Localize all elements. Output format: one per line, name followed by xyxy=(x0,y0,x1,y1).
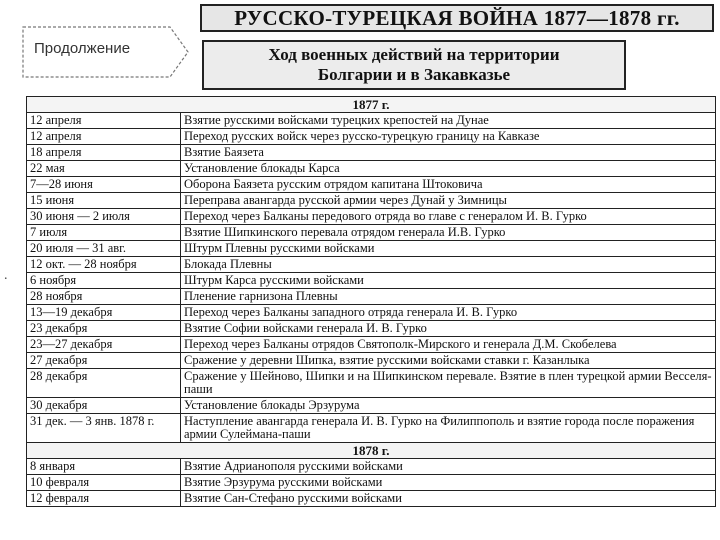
table-row xyxy=(27,398,716,414)
date-cell: 8 января xyxy=(27,459,181,475)
date-cell: 12 апреля xyxy=(27,113,181,129)
date-cell: 30 июня — 2 июля xyxy=(27,209,181,225)
date-cell: 23 декабря xyxy=(27,321,181,337)
table-row xyxy=(27,337,716,353)
event-cell: Взятие Софии войсками генерала И. В. Гурко xyxy=(181,321,716,337)
date-cell: 7 июля xyxy=(27,225,181,241)
table-row xyxy=(27,145,716,161)
table-row xyxy=(27,209,716,225)
event-cell: Блокада Плевны xyxy=(181,257,716,273)
subtitle-line-2: Болгарии и в Закавказье xyxy=(317,65,511,84)
table-row xyxy=(27,129,716,145)
events-table xyxy=(26,96,716,507)
event-cell: Наступление авангарда генерала И. В. Гурко на Филиппополь и взятие города после поражения армии Сулеймана-паши xyxy=(181,414,716,443)
table-row xyxy=(27,177,716,193)
date-cell: 18 апреля xyxy=(27,145,181,161)
event-cell: Сражение у Шейново, Шипки и на Шипкинском перевале. Взятие в плен турецкой армии Весселя-паши xyxy=(181,369,716,398)
event-cell: Переправа авангарда русской армии через Дунай у Зимницы xyxy=(181,193,716,209)
table-row xyxy=(27,305,716,321)
date-cell: 6 ноября xyxy=(27,273,181,289)
table-row xyxy=(27,475,716,491)
table-row xyxy=(27,459,716,475)
event-cell: Взятие Сан-Стефано русскими войсками xyxy=(181,491,716,507)
date-cell: 10 февраля xyxy=(27,475,181,491)
table-row xyxy=(27,273,716,289)
date-cell: 28 ноября xyxy=(27,289,181,305)
year-header-row xyxy=(27,97,716,113)
subtitle-line-1: Ход военных действий на территории xyxy=(268,45,560,64)
table-row xyxy=(27,161,716,177)
event-cell: Штурм Карса русскими войсками xyxy=(181,273,716,289)
year-header: 1878 г. xyxy=(27,443,716,459)
event-cell: Взятие русскими войсками турецких крепостей на Дунае xyxy=(181,113,716,129)
date-cell: 7—28 июня xyxy=(27,177,181,193)
table-row xyxy=(27,414,716,443)
event-cell: Штурм Плевны русскими войсками xyxy=(181,241,716,257)
event-cell: Установление блокады Карса xyxy=(181,161,716,177)
event-cell: Оборона Баязета русским отрядом капитана Штоковича xyxy=(181,177,716,193)
event-cell: Переход русских войск через русско-турецкую границу на Кавказе xyxy=(181,129,716,145)
date-cell: 12 апреля xyxy=(27,129,181,145)
margin-dot: . xyxy=(4,268,8,283)
table-row xyxy=(27,289,716,305)
continuation-label: Продолжение xyxy=(34,40,131,57)
event-cell: Сражение у деревни Шипка, взятие русскими войсками ставки г. Казанлыка xyxy=(181,353,716,369)
event-cell: Взятие Эрзурума русскими войсками xyxy=(181,475,716,491)
table-row xyxy=(27,241,716,257)
event-cell: Взятие Адрианополя русскими войсками xyxy=(181,459,716,475)
date-cell: 13—19 декабря xyxy=(27,305,181,321)
date-cell: 27 декабря xyxy=(27,353,181,369)
table-row xyxy=(27,321,716,337)
continuation-tag xyxy=(22,26,190,78)
page-title: РУССКО-ТУРЕЦКАЯ ВОЙНА 1877—1878 гг. xyxy=(200,4,714,32)
table-row xyxy=(27,369,716,398)
event-cell: Переход через Балканы отрядов Святополк-Мирского и генерала Д.М. Скобелева xyxy=(181,337,716,353)
event-cell: Установление блокады Эрзурума xyxy=(181,398,716,414)
event-cell: Взятие Шипкинского перевала отрядом генерала И.В. Гурко xyxy=(181,225,716,241)
year-header: 1877 г. xyxy=(27,97,716,113)
table-row xyxy=(27,113,716,129)
section-subtitle xyxy=(202,40,626,90)
date-cell: 12 окт. — 28 ноября xyxy=(27,257,181,273)
date-cell: 22 мая xyxy=(27,161,181,177)
date-cell: 15 июня xyxy=(27,193,181,209)
table-row xyxy=(27,257,716,273)
event-cell: Взятие Баязета xyxy=(181,145,716,161)
event-cell: Переход через Балканы передового отряда во главе с генералом И. В. Гурко xyxy=(181,209,716,225)
table-row xyxy=(27,491,716,507)
date-cell: 23—27 декабря xyxy=(27,337,181,353)
year-header-row xyxy=(27,443,716,459)
event-cell: Пленение гарнизона Плевны xyxy=(181,289,716,305)
table-row xyxy=(27,353,716,369)
event-cell: Переход через Балканы западного отряда генерала И. В. Гурко xyxy=(181,305,716,321)
date-cell: 31 дек. — 3 янв. 1878 г. xyxy=(27,414,181,443)
date-cell: 20 июля — 31 авг. xyxy=(27,241,181,257)
date-cell: 12 февраля xyxy=(27,491,181,507)
table-row xyxy=(27,225,716,241)
table-row xyxy=(27,193,716,209)
date-cell: 28 декабря xyxy=(27,369,181,398)
date-cell: 30 декабря xyxy=(27,398,181,414)
